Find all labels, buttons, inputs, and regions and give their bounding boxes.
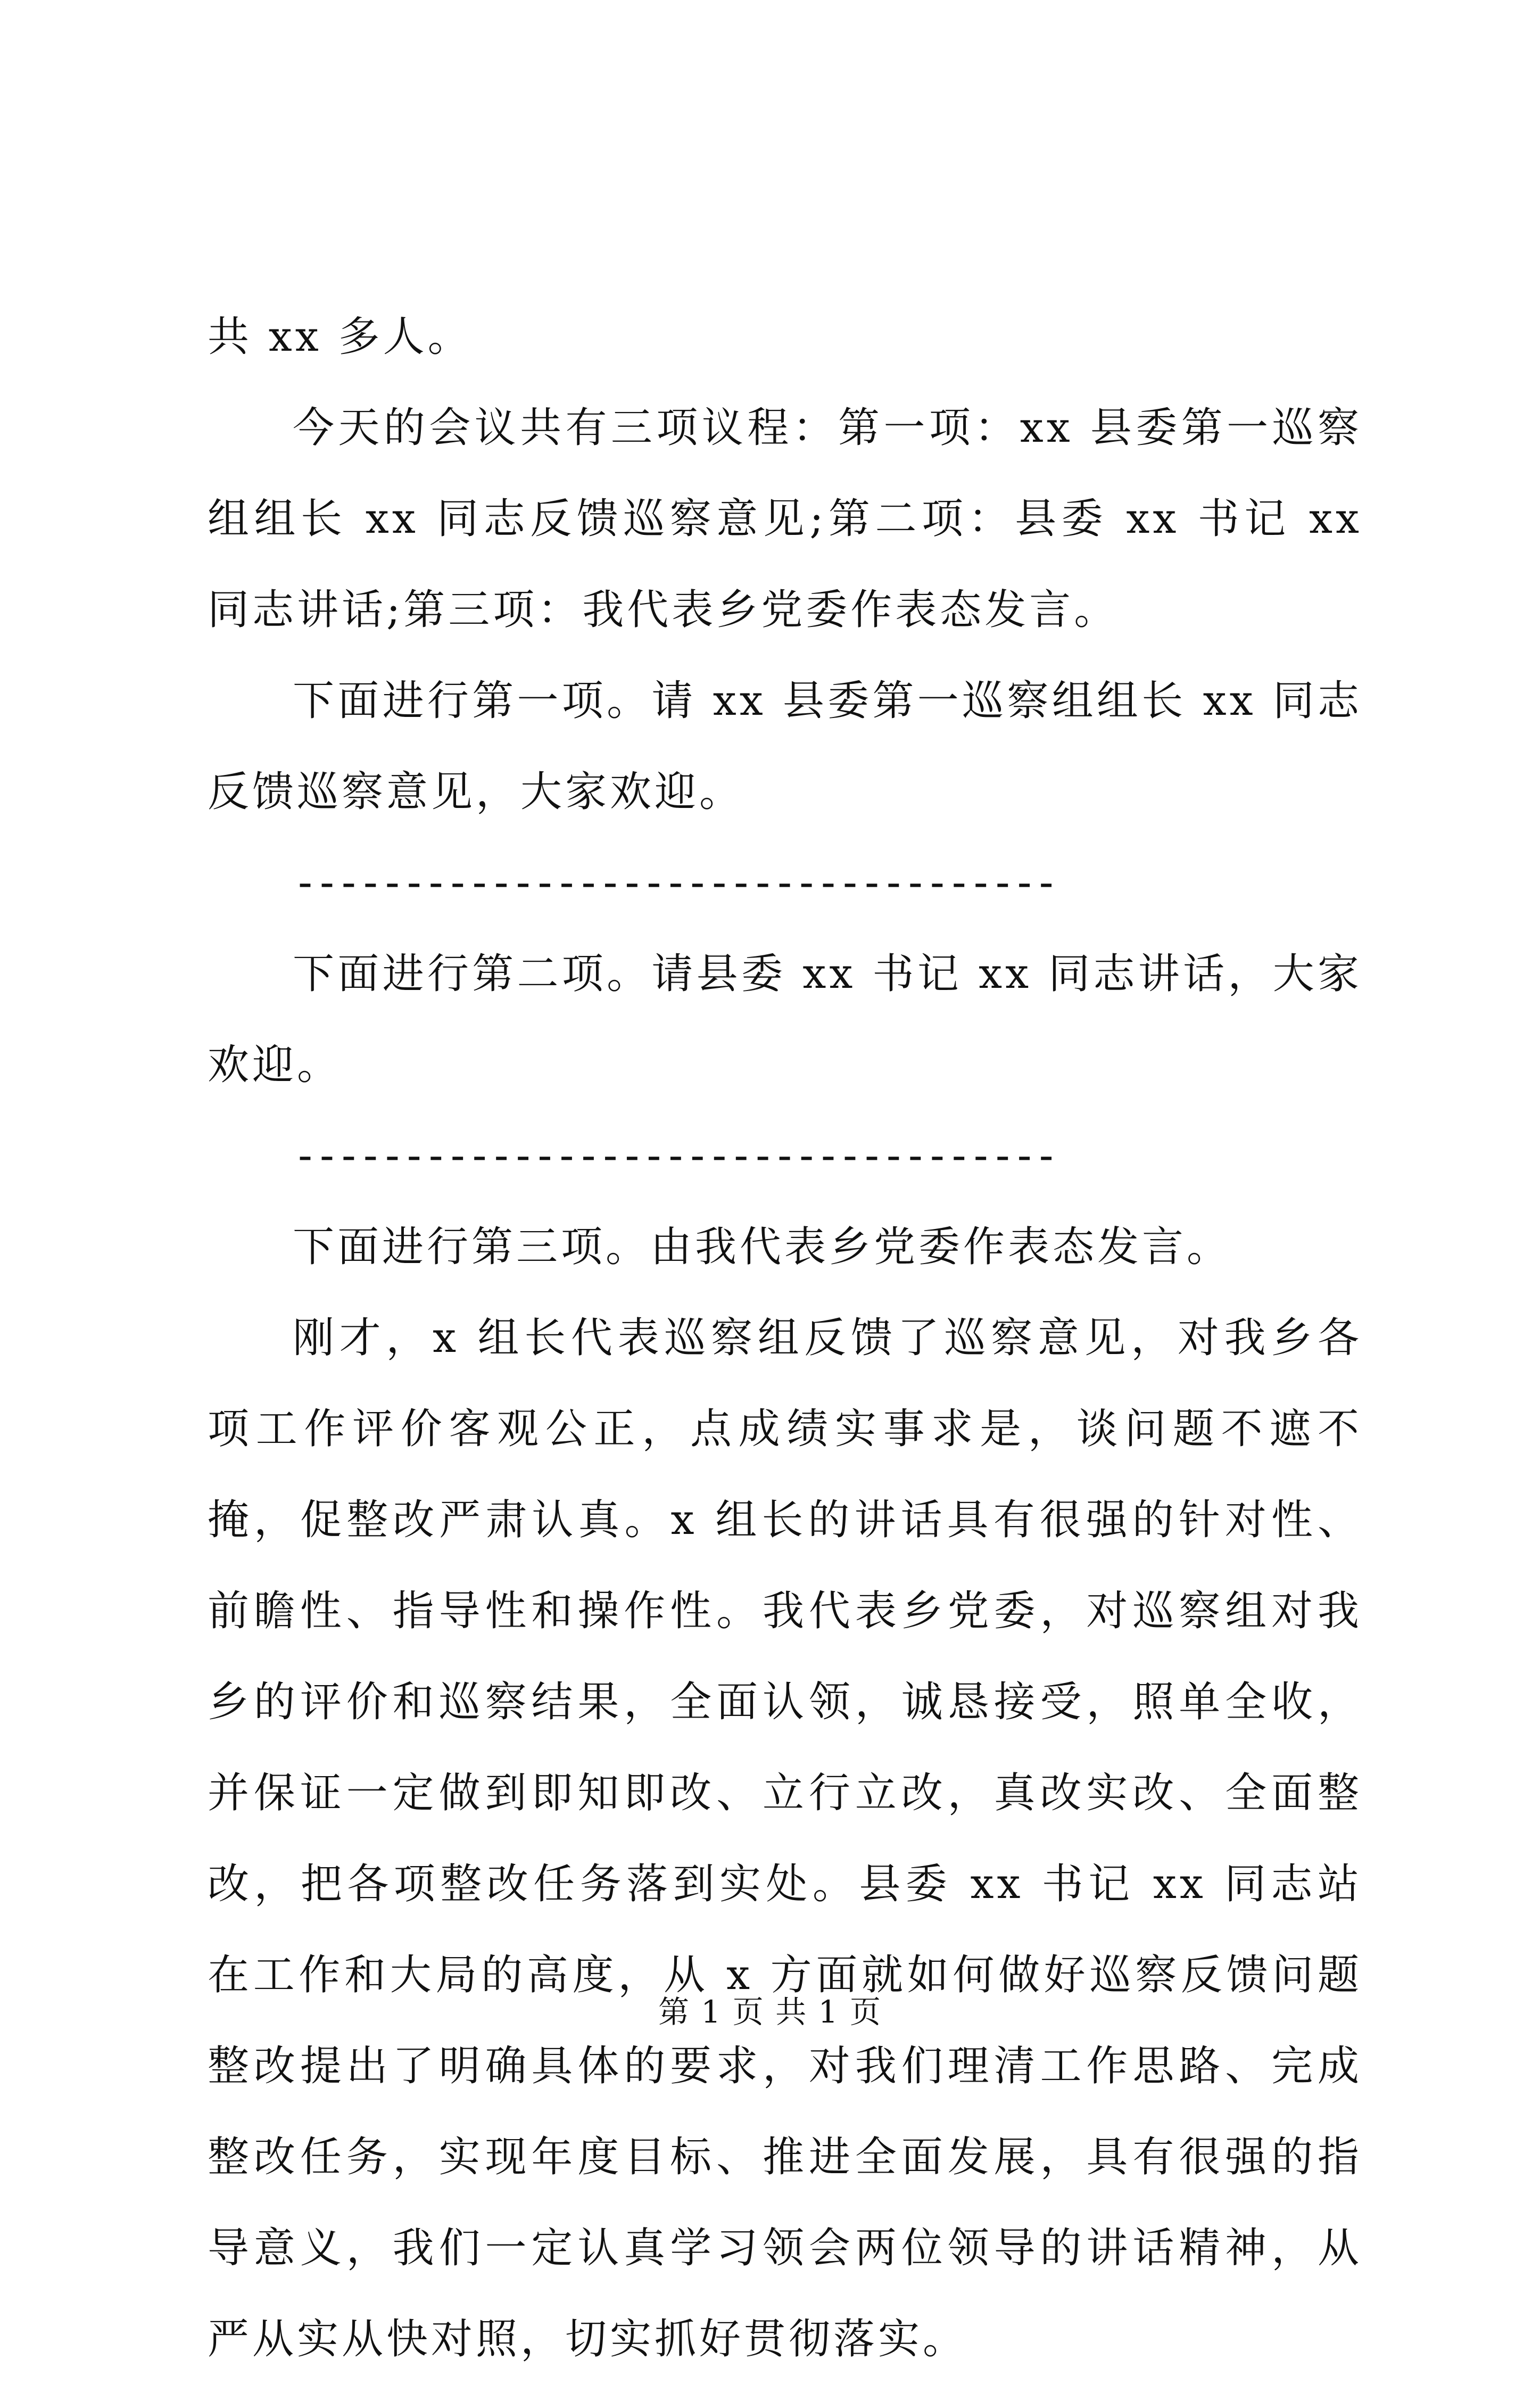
divider-line: ----------------------------------- [293, 1132, 1056, 1180]
document-body [208, 292, 1362, 2385]
page-footer [0, 1991, 1540, 2033]
page-number: 第 1 页 共 1 页 [658, 1994, 882, 2030]
paragraph-item-three: 下面进行第三项。由我代表乡党委作表态发言。 [293, 1223, 1232, 1271]
paragraph-item-two: 下面进行第二项。请县委 xx 书记 xx 同志讲话，大家欢迎。 [208, 950, 1362, 1089]
paragraph-item-one: 下面进行第一项。请 xx 县委第一巡察组组长 xx 同志反馈巡察意见，大家欢迎。 [208, 677, 1362, 816]
divider-line: ----------------------------------- [293, 859, 1056, 907]
paragraph-attendance: 共 xx 多人。 [208, 313, 473, 361]
paragraph-agenda: 今天的会议共有三项议程：第一项：xx 县委第一巡察组组长 xx 同志反馈巡察意见;第二项：县委 xx 书记 xx 同志讲话;第三项：我代表乡党委作表态发言。 [208, 404, 1362, 634]
paragraph-statement: 刚才，x 组长代表巡察组反馈了巡察意见，对我乡各项工作评价客观公正，点成绩实事求是，谈问题不遮不掩，促整改严肃认真。x 组长的讲话具有很强的针对性、前瞻性、指导性和操作性。我代表乡党委，对巡察组对我乡的评价和巡察结果，全面认领，诚恳接受，照单全收，并保证一定做到即知即改、立行立改，真改实改、全面整改，把各项整改任务落到实处。县委 xx 书记 xx 同志站在工作和大局的高度，从 x 方面就如何做好巡察反馈问题整改提出了明确具体的要求，对我们理清工作思路、完成整改任务，实现年度目标、推进全面发展，具有很强的指导意义，我们一定认真学习领会两位领导的讲话精神，从严从实从快对照，切实抓好贯彻落实。 [208, 1314, 1362, 2363]
